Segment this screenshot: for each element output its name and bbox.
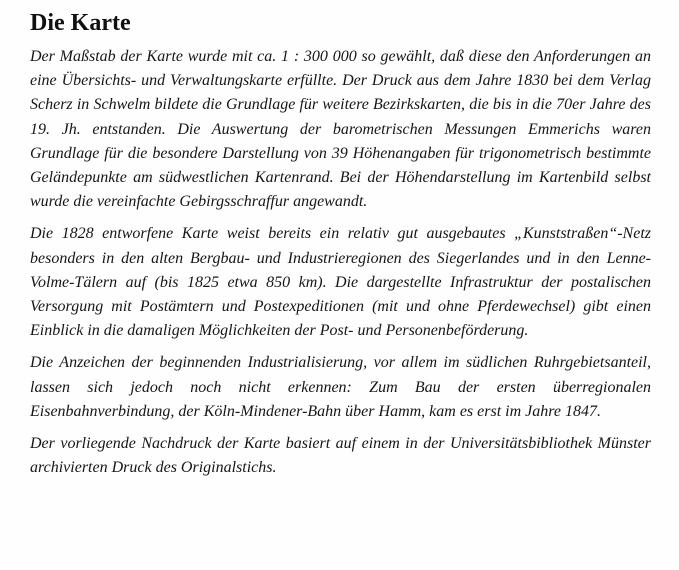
section-heading: Die Karte: [30, 10, 131, 36]
paragraph-reprint-source: Der vorliegende Nachdruck der Karte basiert auf einem in der Universitätsbibliothek Münster archivierten Druck des Originalstichs.: [30, 435, 651, 477]
paragraph-industrialization: Die Anzeichen der beginnenden Industrialisierung, vor allem im südlichen Ruhrgebietsanteil, lassen sich jedoch noch nicht erkennen: Zum Bau der ersten überregionalen Eisenbahnverbindung, der Köln-Mindener-Bahn über Hamm, kam es erst im Jahre 1847.: [30, 354, 651, 420]
paragraph-road-network: Die 1828 entworfene Karte weist bereits ein relativ gut ausgebautes „Kunststraßen“-Netz besonders in den alten Bergbau- und Industrieregionen des Siegerlandes und in den Lenne-Volme-Tälern auf (bis 1825 etwa 850 km). Die dargestellte Infrastruktur der postalischen Versorgung mit Postämtern und Postexpeditionen (mit und ohne Pferdewechsel) gibt einen Einblick in die damaligen Möglichkeiten der Post- und Personenbeförderung.: [30, 225, 651, 340]
paragraph-map-scale: Der Maßstab der Karte wurde mit ca. 1 : 300 000 so gewählt, daß diese den Anforderungen an eine Übersichts- und Verwaltungskarte erfüllte. Der Druck aus dem Jahre 1830 bei dem Verlag Scherz in Schwelm bildete die Grundlage für weitere Bezirkskarten, die bis in die 70er Jahre des 19. Jh. entstanden. Die Auswertung der barometrischen Messungen Emmerichs waren Grundlage für die besondere Darstellung von 39 Höhenangaben für trigonometrisch bestimmte Geländepunkte am südwestlichen Kartenrand. Bei der Höhendarstellung im Kartenbild selbst wurde die vereinfachte Gebirgsschraffur angewandt.: [30, 48, 651, 211]
